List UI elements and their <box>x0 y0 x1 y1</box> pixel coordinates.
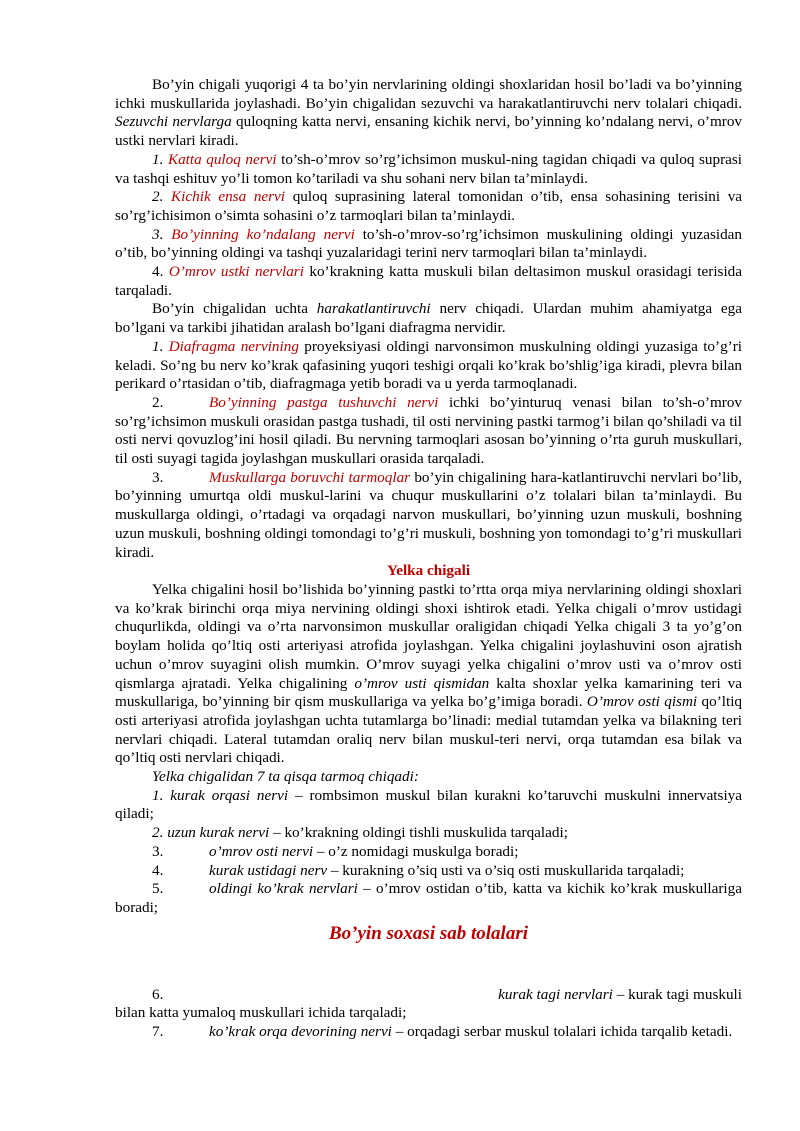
list-item: 3. Muskullarga boruvchi tarmoqlar bo’yin chigalining hara-katlantiruvchi nervlari bo’lib, bo’yinning umurtqa oldi muskul-larini va chuqur muskullarini o’z tolalari bilan ta’minlaydi. Bu muskullarga oldingi, o’rtadagi va orqadagi narvon muskullari, bo’yinning uzun muskuli, boshning uzun muskuli, boshning oldingi tomondagi to’g’ri muskuli, boshning yon tomondagi to’g’ri muskullari kiradi. <box>115 468 742 561</box>
section-heading: Yelka chigali <box>386 562 471 580</box>
document-page <box>115 76 742 1042</box>
list-item: 4. kurak ustidagi nerv – kurakning o’siq usti va o’siq osti muskullarida tarqaladi; <box>152 861 685 879</box>
list-item: 7. ko’krak orqa devorining nervi – orqadagi serbar muskul tolalari ichida tarqalib ketadi. <box>152 1023 733 1041</box>
list-item: 6. kurak tagi nervlari – kurak tagi muskuli <box>152 985 742 1003</box>
list-item-continuation: bilan katta yumaloq muskullari ichida tarqaladi; <box>115 1004 407 1022</box>
list-item: 3. Bo’yinning ko’ndalang nervi to’sh-o’mrov-so’rg’ichsimon muskulining oldingi yuzasidan o’tib, bo’yinning oldingi va tashqi yuzalaridagi terini nerv tarmoqlari bilan ta’minlaydi. <box>115 225 743 262</box>
paragraph-brachial: Yelka chigalini hosil bo’lishida bo’yinning pastki to’rtta orqa miya nervlarining oldingi shoxlari va ko’krak birinchi orqa miya nervining oldingi shoxi ishtirok etadi. Yelka chigali o’mrov ustidagi chuqurlikda, oldingi va o’rta narvonsimon muskullar oraligidan chiqadi Yelka chigali 3 ta yo’g’on boylam holida qo’ltiq osti arteriyasi atrofida joylashgan. Yelka chigalini joylashuvini oson ajratish uchun o’mrov suyagini olish mumkin. O’mrov suyagi yelka chigalini o’mrov usti va o’mrov osti qismlarga ajratadi. Yelka chigalining o’mrov usti qismidan kalta shoxlar yelka kamarining teri va muskullariga, bo’yinning bir qism muskullariga va yelka bo’g’imiga boradi. O’mrov osti qismi qo’ltiq osti arteriyasi atrofida joylashgan uchta tutamlarga bo’linadi: medial tutamdan yelka va bilakning teri nervlari chiqadi. Lateral tutamdan oraliq nerv bilan muskul-teri nervi, orqa tutamdan esa bilak va qo’ltiq osti nervlari chiqadi. <box>115 580 743 767</box>
list-item: 3. o’mrov osti nervi – o’z nomidagi muskulga boradi; <box>152 842 519 860</box>
list-intro: Yelka chigalidan 7 ta qisqa tarmoq chiqadi: <box>152 768 419 786</box>
section-heading-large: Bo’yin soxasi sab tolalari <box>329 922 528 944</box>
list-item: 2. Bo’yinning pastga tushuvchi nervi ichki bo’yinturuq venasi bilan to’sh-o’mrov so’rg’ichsimon muskuli orasidan pastga tushadi, til osti nervining pastki tarmog’i bilan qo’shiladi va til osti nervi qovuzlog’ini hosil qiladi. Bu nervning tarmoqlari asosan bo’yinning o’rta guruh muskullari, til osti suyagi tagida joylashgan muskullari orasida tarqaladi. <box>115 393 743 468</box>
list-item: 5. oldingi ko’krak nervlari – o’mrov ostidan o’tib, katta va kichik ko’krak muskullariga boradi; <box>115 880 742 916</box>
paragraph-intro: Bo’yin chigali yuqorigi 4 ta bo’yin nervlarining oldingi shoxlaridan hosil bo’ladi va bo’yinning ichki muskullarida joylashadi. Bo’yin chigalidan sezuvchi va harakatlantiruvchi nerv tolalari chiqadi. Sezuvchi nervlarga quloqning katta nervi, ensaning kichik nervi, bo’yinning ko’ndalang nervi, o’mrov ustki nervlari kiradi. <box>115 76 743 150</box>
spacer <box>115 946 742 986</box>
list-item: 1. Katta quloq nervi to’sh-o’mrov so’rg’ichsimon muskul-ning tagidan chiqadi va quloq suprasi va tashqi eshituv yo’li tomon ko’tariladi va shu sohani nerv bilan ta’minlaydi. <box>115 150 743 187</box>
list-item: 1. Diafragma nervining proyeksiyasi oldingi narvonsimon muskulning oldingi yuzasiga to’g’ri keladi. So’ng bu nerv ko’krak qafasining yuqori teshigi orqali ko’krak bo’shlig’iga kiradi, plevra bilan perikard o’rtasidan o’tib, diafragmaga yetib boradi va u yerda tarmoqlanadi. <box>115 337 742 393</box>
list-item: 2. Kichik ensa nervi quloq suprasining lateral tomonidan o’tib, ensa sohasining terisini va so’rg’ichisimon o’simta sohasini o’z tarmoqlari bilan ta’minlaydi. <box>115 188 743 224</box>
list-item: 2. uzun kurak nervi – ko’krakning oldingi tishli muskulida tarqaladi; <box>152 824 568 842</box>
list-item: 4. O’mrov ustki nervlari ko’krakning katta muskuli bilan deltasimon muskul orasidagi terisida tarqaladi. <box>115 263 743 299</box>
paragraph-motor: Bo’yin chigalidan uchta harakatlantiruvchi nerv chiqadi. Ulardan muhim ahamiyatga ega bo’lgani va tarkibi jihatidan aralash bo’lgani diafragma nervidir. <box>115 300 743 337</box>
list-item: 1. kurak orqasi nervi – rombsimon muskul bilan kurakni ko’taruvchi muskulni innervatsiya qiladi; <box>115 786 742 823</box>
